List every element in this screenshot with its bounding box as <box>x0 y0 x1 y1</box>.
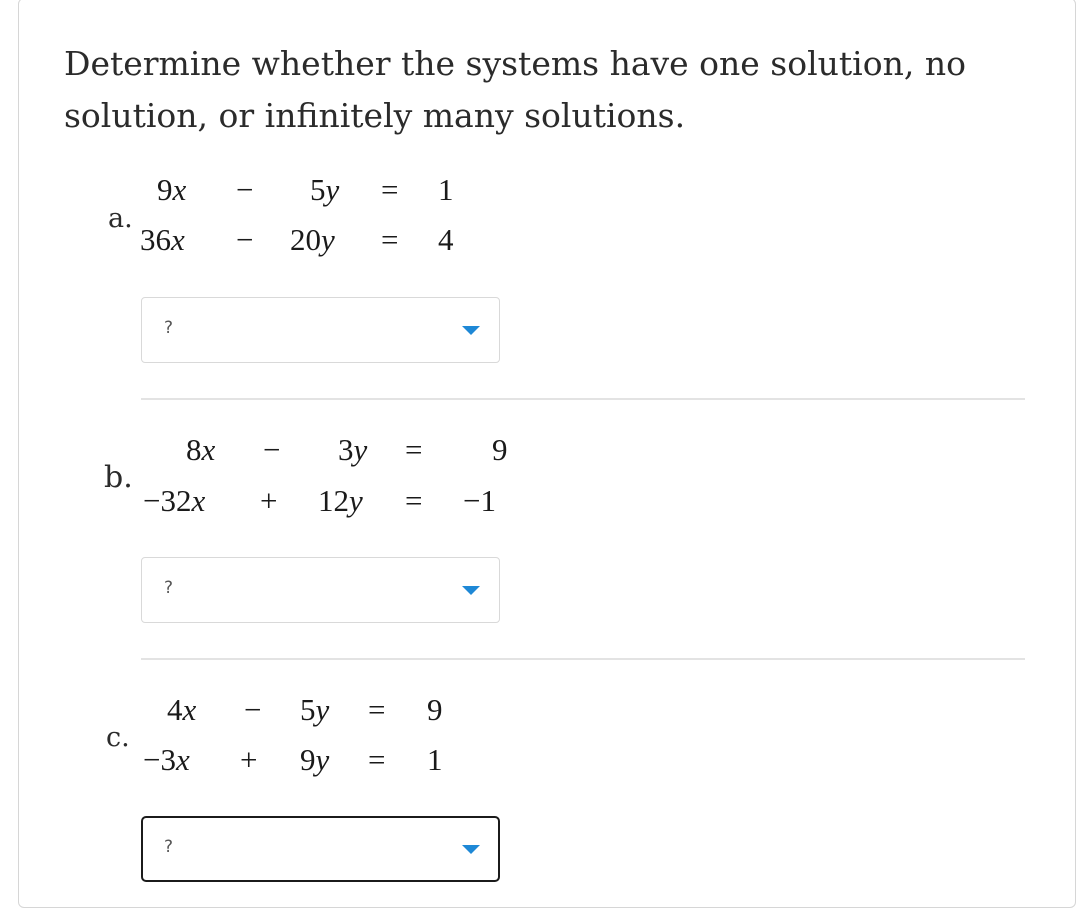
b-eq1-y-term: 3y <box>338 432 368 467</box>
a-eq2-operator: − <box>236 222 254 257</box>
c-eq2-y-term: 9y <box>300 742 330 777</box>
a-eq2-x-term: 36x <box>140 222 185 257</box>
part-c-label: c. <box>106 722 130 753</box>
c-eq1-y-term: 5y <box>300 692 330 727</box>
c-eq1-x-term: 4x <box>167 692 197 727</box>
b-eq1-rhs: 9 <box>492 432 508 467</box>
a-eq1-y-term: 5y <box>310 172 340 207</box>
c-eq2-equals: = <box>368 742 386 777</box>
b-eq1-x-term: 8x <box>186 432 216 467</box>
a-eq2-equals: = <box>381 222 399 257</box>
chevron-down-icon <box>462 586 480 595</box>
b-eq2-y-term: 12y <box>318 483 363 518</box>
b-eq2-rhs: −1 <box>463 483 496 518</box>
a-eq1-rhs: 1 <box>438 172 454 207</box>
a-eq2-rhs: 4 <box>438 222 454 257</box>
part-a-label: a. <box>108 203 133 234</box>
divider-b-c <box>141 658 1025 660</box>
c-eq2-operator: + <box>240 742 258 777</box>
c-eq1-operator: − <box>244 692 262 727</box>
c-eq2-rhs: 1 <box>427 742 443 777</box>
b-eq2-operator: + <box>260 483 278 518</box>
answer-select-c[interactable] <box>141 816 500 882</box>
chevron-down-icon <box>462 326 480 335</box>
a-eq1-equals: = <box>381 172 399 207</box>
b-eq2-equals: = <box>405 483 423 518</box>
part-b-label: b. <box>104 460 133 495</box>
c-eq1-rhs: 9 <box>427 692 443 727</box>
b-eq2-x-term: −32x <box>143 483 206 518</box>
c-eq1-equals: = <box>368 692 386 727</box>
a-eq1-operator: − <box>236 172 254 207</box>
a-eq2-y-term: 20y <box>290 222 335 257</box>
chevron-down-icon <box>462 845 480 854</box>
answer-select-a-placeholder: ? <box>164 318 174 338</box>
divider-a-b <box>141 398 1025 400</box>
question-text: Determine whether the systems have one solution, no solution, or infinitely many solutions. <box>64 44 966 135</box>
answer-select-c-placeholder: ? <box>164 837 174 857</box>
answer-select-b-placeholder: ? <box>164 578 174 598</box>
b-eq1-equals: = <box>405 432 423 467</box>
a-eq1-x-term: 9x <box>157 172 187 207</box>
b-eq1-operator: − <box>263 432 281 467</box>
answer-select-a[interactable] <box>141 297 500 363</box>
c-eq2-x-term: −3x <box>143 742 190 777</box>
answer-select-b[interactable] <box>141 557 500 623</box>
